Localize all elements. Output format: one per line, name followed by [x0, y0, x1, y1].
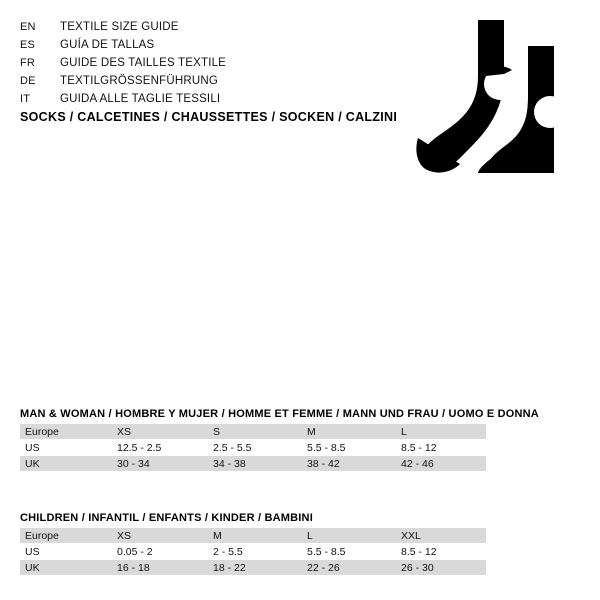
- table-row: [20, 440, 486, 456]
- table-cell: 22 - 26: [302, 560, 396, 576]
- table-cell: 5.5 - 8.5: [302, 544, 396, 560]
- product-type-heading: SOCKS / CALCETINES / CHAUSSETTES / SOCKEN / CALZINI: [20, 110, 398, 124]
- language-text: GUIDA ALLE TAGLIE TESSILI: [60, 93, 221, 105]
- table-title: MAN & WOMAN / HOMBRE Y MUJER / HOMME ET FEMME / MANN UND FRAU / UOMO E DONNA: [20, 408, 539, 420]
- row-label: UK: [20, 560, 112, 576]
- table-cell: 34 - 38: [208, 456, 302, 472]
- table-row: [20, 544, 486, 560]
- row-label: UK: [20, 456, 112, 472]
- table-cell: M: [302, 424, 396, 440]
- language-text: GUÍA DE TALLAS: [60, 39, 155, 51]
- language-row: [20, 36, 380, 54]
- language-row: [20, 18, 380, 36]
- language-code: FR: [20, 57, 36, 69]
- language-code: ES: [20, 39, 36, 51]
- table-cell: XXL: [396, 528, 486, 544]
- table: [20, 424, 486, 472]
- table-cell: L: [396, 424, 486, 440]
- table-cell: 18 - 22: [208, 560, 302, 576]
- table-cell: 38 - 42: [302, 456, 396, 472]
- table-cell: 42 - 46: [396, 456, 486, 472]
- table: [20, 528, 486, 576]
- row-label: Europe: [20, 528, 112, 544]
- language-row: [20, 54, 380, 72]
- table-cell: 30 - 34: [112, 456, 208, 472]
- size-table-men-women: [20, 408, 580, 472]
- language-code: EN: [20, 21, 36, 33]
- language-code: IT: [20, 93, 31, 105]
- table-cell: 8.5 - 12: [396, 440, 486, 456]
- table-title: CHILDREN / INFANTIL / ENFANTS / KINDER / BAMBINI: [20, 512, 313, 524]
- table-row: [20, 560, 486, 576]
- table-cell: 12.5 - 2.5: [112, 440, 208, 456]
- row-label: US: [20, 440, 112, 456]
- language-text: TEXTILGRÖSSENFÜHRUNG: [60, 75, 218, 87]
- table-cell: S: [208, 424, 302, 440]
- table-cell: 2 - 5.5: [208, 544, 302, 560]
- table-cell: 16 - 18: [112, 560, 208, 576]
- language-row: [20, 90, 380, 108]
- table-cell: 26 - 30: [396, 560, 486, 576]
- row-label: US: [20, 544, 112, 560]
- size-table-children: [20, 512, 580, 576]
- table-cell: 0.05 - 2: [112, 544, 208, 560]
- table-row: [20, 424, 486, 440]
- language-text: GUIDE DES TAILLES TEXTILE: [60, 57, 227, 69]
- table-row: [20, 528, 486, 544]
- table-cell: XS: [112, 528, 208, 544]
- socks-illustration: [400, 18, 575, 178]
- table-cell: 2.5 - 5.5: [208, 440, 302, 456]
- table-cell: 8.5 - 12: [396, 544, 486, 560]
- language-text: TEXTILE SIZE GUIDE: [60, 21, 179, 33]
- table-cell: XS: [112, 424, 208, 440]
- language-row: [20, 72, 380, 90]
- table-row: [20, 456, 486, 472]
- language-code: DE: [20, 75, 36, 87]
- language-list: [20, 18, 380, 108]
- table-cell: L: [302, 528, 396, 544]
- table-cell: 5.5 - 8.5: [302, 440, 396, 456]
- row-label: Europe: [20, 424, 112, 440]
- table-cell: M: [208, 528, 302, 544]
